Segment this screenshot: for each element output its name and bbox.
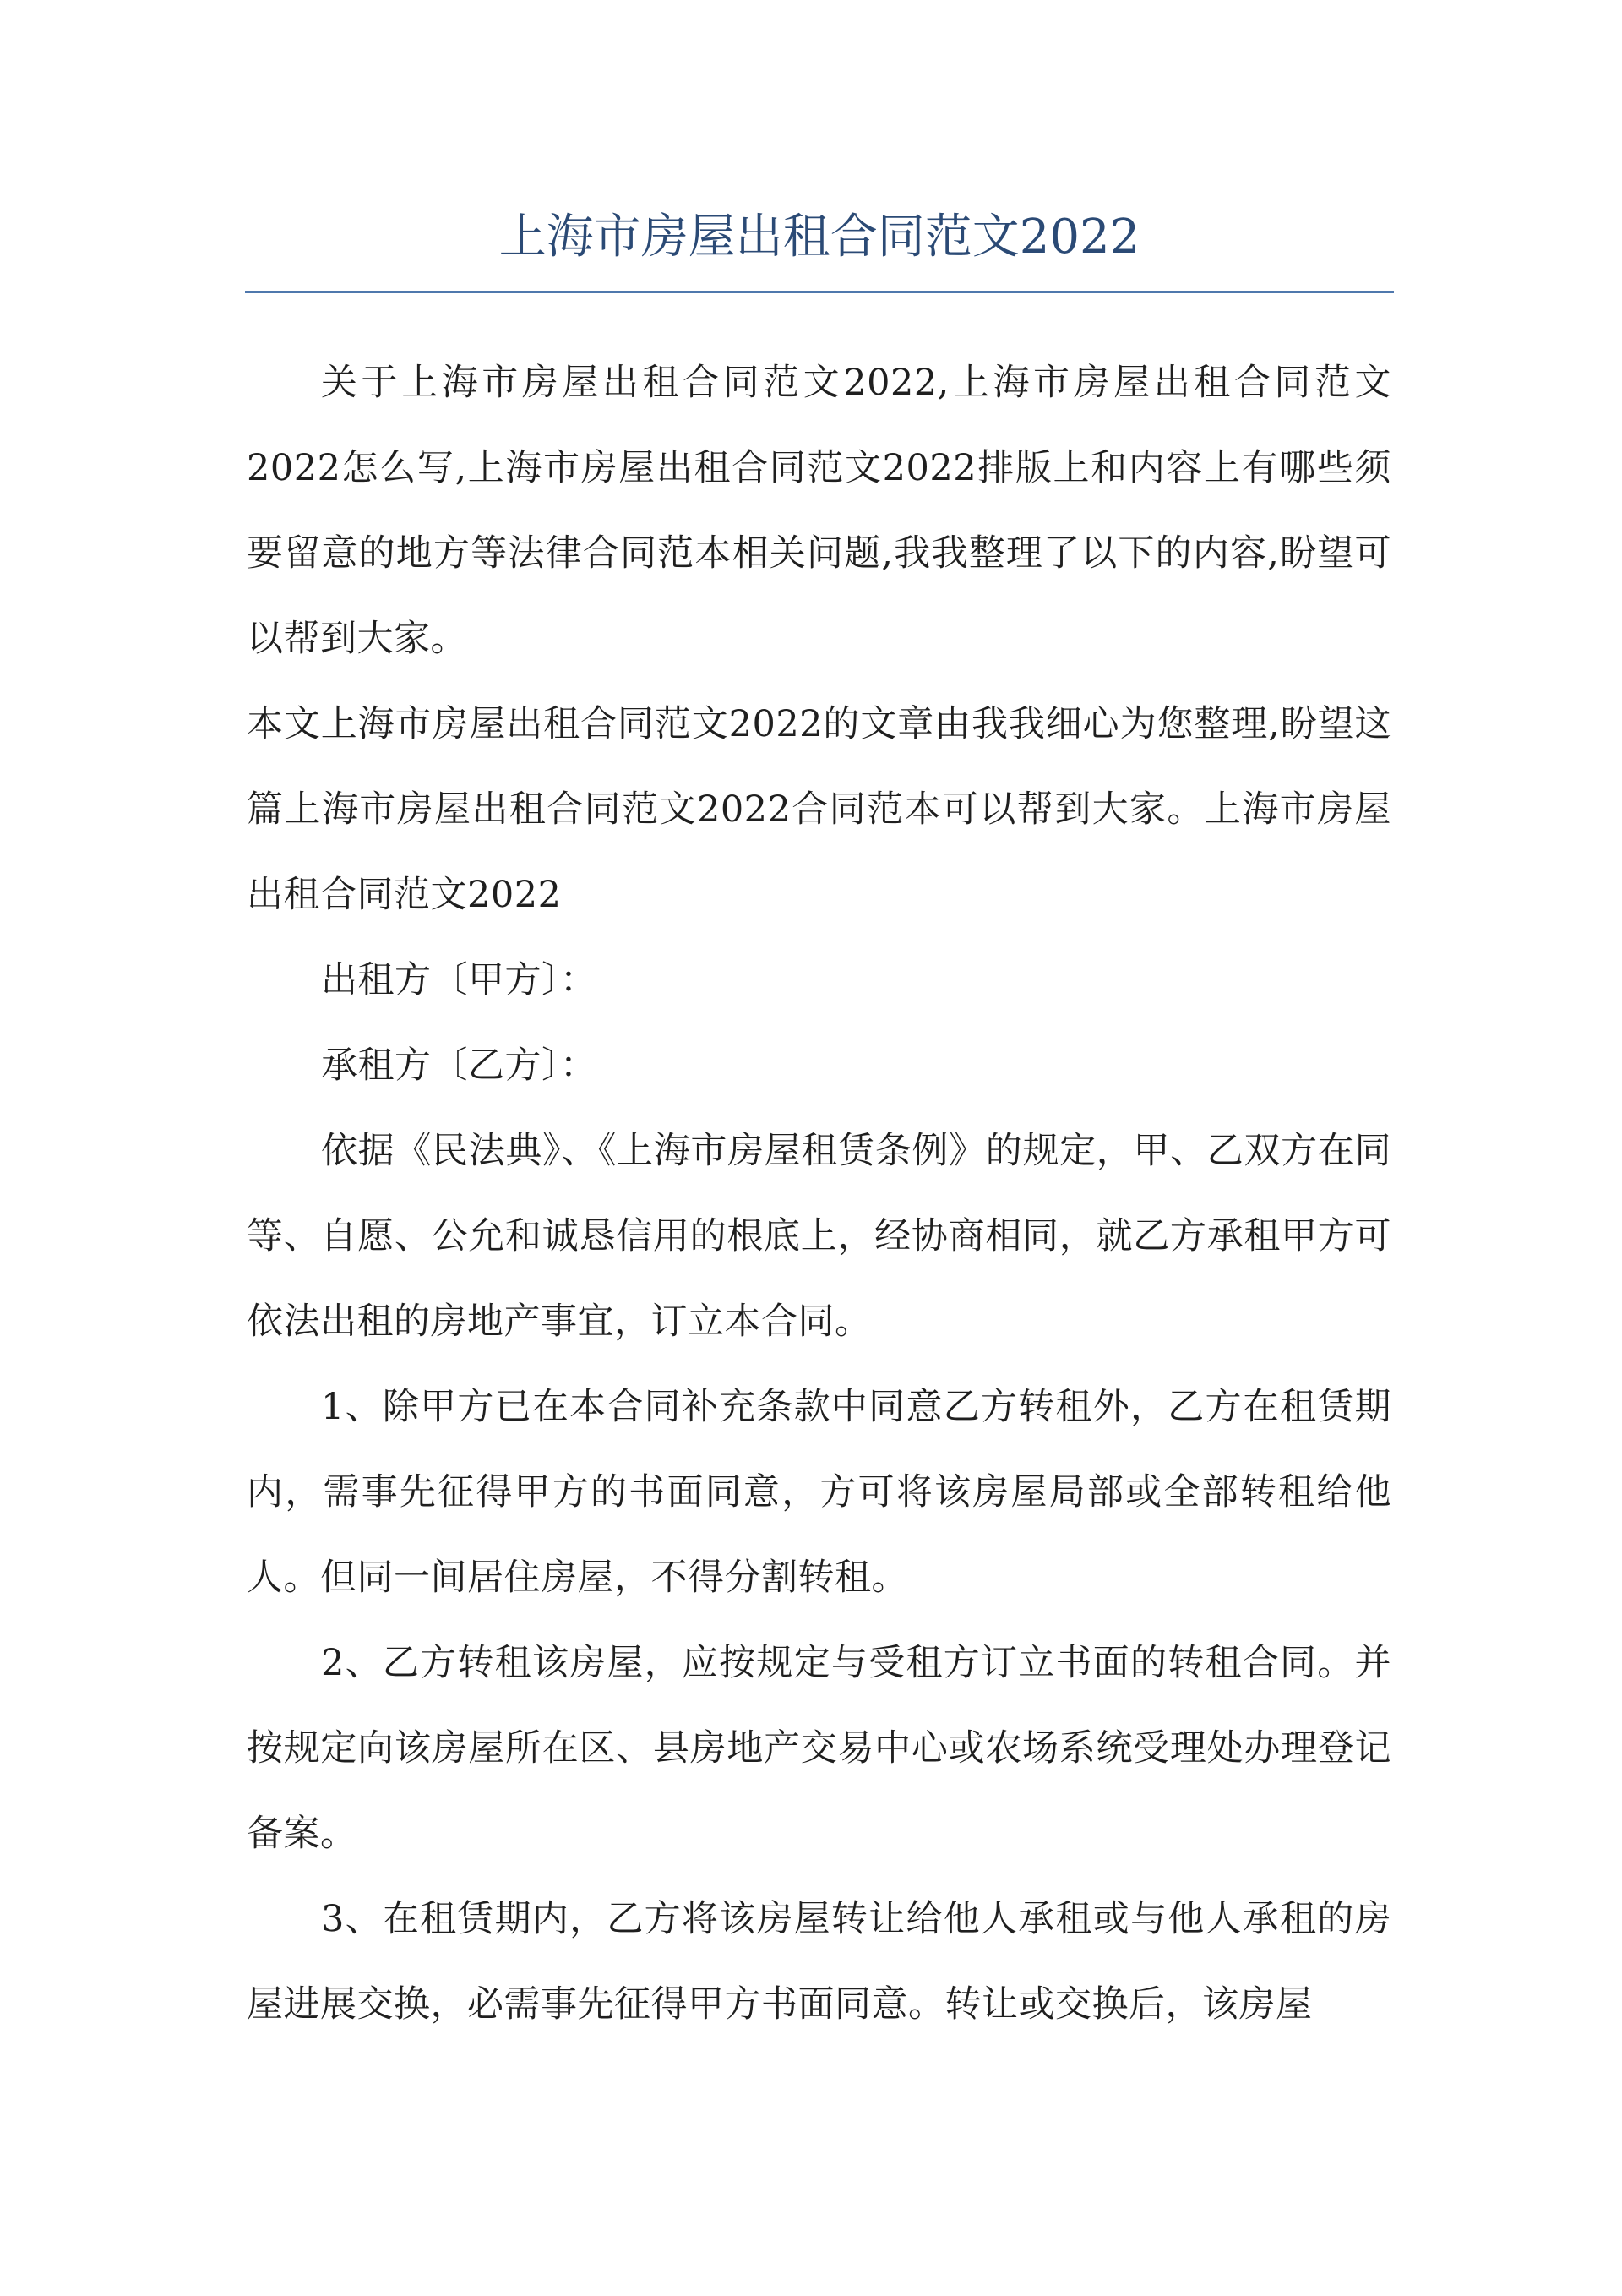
document-title: 上海市房屋出租合同范文2022 — [498, 210, 1140, 265]
title-underline — [245, 291, 1394, 293]
intro-paragraph: 关于上海市房屋出租合同范文2022,上海市房屋出租合同范文2022怎么写,上海市房屋出租合同范文2022排版上和内容上有哪些须要留意的地方等法律合同范本相关问题,我我整理了以下的内容,盼望可以帮到大家。 — [247, 362, 1391, 660]
clause-2: 2、乙方转租该房屋，应按规定与受租方订立书面的转租合同。并按规定向该房屋所在区、县房地产交易中心或农场系统受理处办理登记备案。 — [247, 1642, 1391, 1855]
document-body — [247, 341, 1391, 2048]
lessor-line: 出租方〔甲方〕： — [321, 959, 597, 1001]
summary-paragraph: 本文上海市房屋出租合同范文2022的文章由我我细心为您整理,盼望这篇上海市房屋出租合同范文2022合同范本可以帮到大家。上海市房屋出租合同范文2022 — [247, 703, 1391, 916]
clause-3: 3、在租赁期内，乙方将该房屋转让给他人承租或与他人承租的房屋进展交换，必需事先征得甲方书面同意。转让或交换后，该房屋 — [247, 1898, 1391, 2026]
lessee-line: 承租方〔乙方〕： — [321, 1044, 597, 1087]
clause-1: 1、除甲方已在本合同补充条款中同意乙方转租外，乙方在租赁期内，需事先征得甲方的书面同意，方可将该房屋局部或全部转租给他人。但同一间居住房屋，不得分割转租。 — [247, 1386, 1391, 1599]
preamble-paragraph: 依据《民法典》、《上海市房屋租赁条例》的规定，甲、乙双方在同等、自愿、公允和诚恳信用的根底上，经协商相同，就乙方承租甲方可依法出租的房地产事宜，订立本合同。 — [247, 1130, 1391, 1343]
